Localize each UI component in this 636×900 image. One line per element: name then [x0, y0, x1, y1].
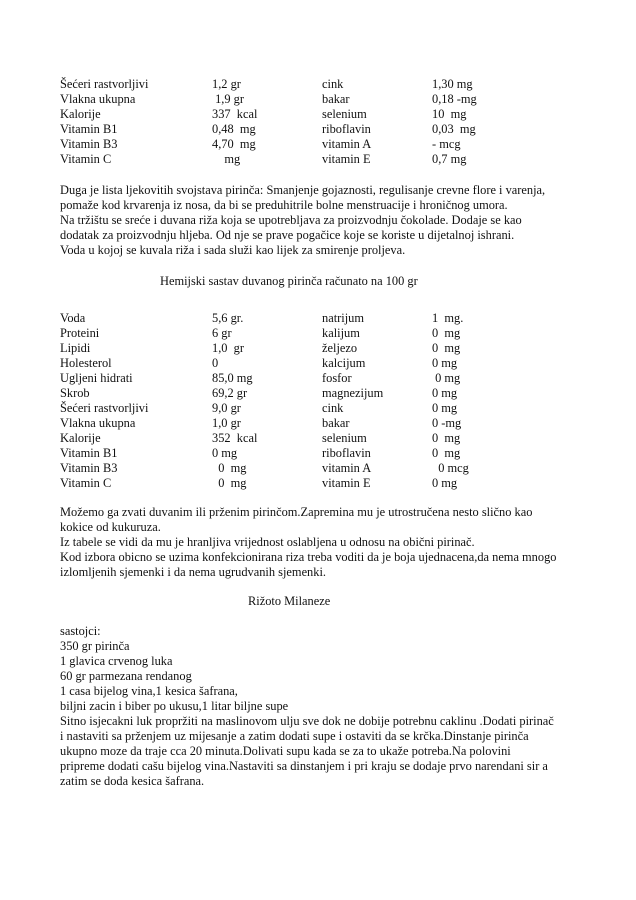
nutrient-name: cink [322, 401, 344, 415]
nutrient-value: 1,9 gr [212, 92, 245, 106]
nutrient-name: Kalorije [60, 431, 101, 445]
nutrient-name: vitamin E [322, 476, 371, 490]
nutrient-value: 0 mg [432, 446, 461, 460]
nutrient-name: Šećeri rastvorljivi [60, 77, 149, 91]
nutrient-name: Skrob [60, 386, 90, 400]
nutrient-value: 352 kcal [212, 431, 258, 445]
nutrient-value: 0 mcg [432, 461, 469, 475]
nutrient-value: 10 mg [432, 107, 467, 121]
nutrient-name: fosfor [322, 371, 352, 385]
nutrient-name: Vitamin B3 [60, 137, 118, 151]
nutrient-name: natrijum [322, 311, 364, 325]
nutrient-value: 0,48 mg [212, 122, 256, 136]
nutrient-value: - mcg [432, 137, 461, 151]
nutrient-name: Vitamin B1 [60, 446, 118, 460]
nutrient-name: selenium [322, 431, 367, 445]
text-line: Iz tabele se vidi da mu je hranljiva vrijednost oslabljena u odnosu na obični pirinač. [60, 535, 475, 549]
nutrient-name: Vlakna ukupna [60, 92, 136, 106]
instruction-line: zatim se doda kesica šafrana. [60, 774, 205, 788]
table-2-title: Hemijski sastav duvanog pirinča računato na 100 gr [160, 274, 418, 288]
nutrient-name: Vitamin B3 [60, 461, 118, 475]
nutrient-name: kalijum [322, 326, 360, 340]
nutrient-value: 0,7 mg [432, 152, 467, 166]
ingredient-item: 60 gr parmezana rendanog [60, 669, 192, 683]
nutrient-name: bakar [322, 416, 350, 430]
nutrient-name: vitamin A [322, 461, 372, 475]
nutrient-value: 6 gr [212, 326, 232, 340]
nutrient-name: željezo [322, 341, 358, 355]
nutrient-value: 0 mg [432, 431, 461, 445]
nutrient-name: Vitamin C [60, 152, 112, 166]
nutrient-name: Holesterol [60, 356, 112, 370]
nutrient-value: 69,2 gr [212, 386, 248, 400]
ingredient-item: 1 casa bijelog vina,1 kesica šafrana, [60, 684, 238, 698]
nutrient-name: bakar [322, 92, 350, 106]
nutrient-value: 0 mg [432, 356, 458, 370]
nutrient-value: 0 mg [212, 476, 247, 490]
nutrient-value: mg [212, 152, 241, 166]
nutrient-value: 0 mg [212, 461, 247, 475]
nutrient-name: riboflavin [322, 446, 371, 460]
nutrient-name: Vitamin C [60, 476, 112, 490]
nutrient-name: kalcijum [322, 356, 366, 370]
text-line: pomaže kod krvarenja iz nosa, da bi se preduhitrile bolne menstruacije i hroničnog umora. [60, 198, 508, 212]
nutrient-value: 4,70 mg [212, 137, 256, 151]
nutrient-value: 0,03 mg [432, 122, 476, 136]
text-line: dodatak za proizvodnju hljeba. Od nje se prave pogačice koje se koriste u dijetalnoj ishrani. [60, 228, 515, 242]
nutrient-value: 1,2 gr [212, 77, 241, 91]
nutrient-name: Voda [60, 311, 86, 325]
nutrient-name: Ugljeni hidrati [60, 371, 133, 385]
text-line: Na tržištu se sreće i duvana riža koja se upotrebljava za proizvodnju čokolade. Dodaje se kao [60, 213, 522, 227]
recipe-title: Rižoto Milaneze [248, 594, 331, 608]
nutrient-name: Kalorije [60, 107, 101, 121]
nutrient-name: Vlakna ukupna [60, 416, 136, 430]
text-line: kokice od kukuruza. [60, 520, 161, 534]
ingredient-item: biljni zacin i biber po ukusu,1 litar biljne supe [60, 699, 289, 713]
nutrient-name: cink [322, 77, 344, 91]
nutrient-name: Šećeri rastvorljivi [60, 401, 149, 415]
ingredient-item: 1 glavica crvenog luka [60, 654, 173, 668]
instruction-line: pripreme dodati cašu bijelog vina.Nastaviti sa dinstanjem i pri kraju se dodaje prvo narendani sir a [60, 759, 548, 773]
nutrient-value: 1,0 gr [212, 416, 241, 430]
nutrient-value: 0 mg [432, 326, 461, 340]
nutrient-value: 0 mg [432, 371, 461, 385]
text-line: Duga je lista ljekovitih svojstava pirinča: Smanjenje gojaznosti, regulisanje crevne flore i varenja, [60, 183, 546, 197]
nutrient-name: Vitamin B1 [60, 122, 118, 136]
nutrient-value: 1,0 gr [212, 341, 245, 355]
nutrient-value: 1 mg. [432, 311, 464, 325]
nutrient-value: 337 kcal [212, 107, 258, 121]
ingredient-item: 350 gr pirinča [60, 639, 130, 653]
nutrient-value: 9,0 gr [212, 401, 241, 415]
nutrient-value: 0,18 -mg [432, 92, 477, 106]
nutrient-value: 0 [212, 356, 219, 370]
nutrient-name: vitamin E [322, 152, 371, 166]
instruction-line: Sitno isjecakni luk propržiti na maslinovom ulju sve dok ne dobije potrebnu caklinu .Dodati pirinač [60, 714, 554, 728]
text-line: Možemo ga zvati duvanim ili prženim pirinčom.Zapremina mu je utrostručena nesto slično kao [60, 505, 533, 519]
instruction-line: i nastaviti sa prženjem uz mijesanje a zatim dodati supe i ostaviti da se krčka.Dinstanje pirinča [60, 729, 529, 743]
nutrient-value: 0 mg [432, 476, 458, 490]
ingredients-label: sastojci: [60, 624, 101, 638]
nutrient-value: 85,0 mg [212, 371, 253, 385]
nutrient-value: 0 -mg [432, 416, 462, 430]
instruction-line: ukupno moze da traje cca 20 minuta.Dolivati supu kada se za to ukaže potreba.Na polovini [60, 744, 511, 758]
nutrient-value: 1,30 mg [432, 77, 473, 91]
nutrient-value: 0 mg [432, 386, 458, 400]
nutrient-name: magnezijum [322, 386, 384, 400]
text-line: Voda u kojoj se kuvala riža i sada služi kao lijek za smirenje proljeva. [60, 243, 406, 257]
nutrient-name: vitamin A [322, 137, 372, 151]
nutrient-value: 0 mg [432, 341, 461, 355]
nutrient-name: Proteini [60, 326, 100, 340]
nutrient-value: 0 mg [432, 401, 458, 415]
nutrient-name: riboflavin [322, 122, 371, 136]
nutrient-value: 5,6 gr. [212, 311, 244, 325]
text-line: Kod izbora obicno se uzima konfekcionirana riza treba voditi da je boja ujednacena,da nema mnogo [60, 550, 557, 564]
nutrient-name: Lipidi [60, 341, 91, 355]
text-line: izlomljenih sjemenki i da nema ugrudvanih sjemenki. [60, 565, 326, 579]
nutrient-value: 0 mg [212, 446, 238, 460]
nutrient-name: selenium [322, 107, 367, 121]
